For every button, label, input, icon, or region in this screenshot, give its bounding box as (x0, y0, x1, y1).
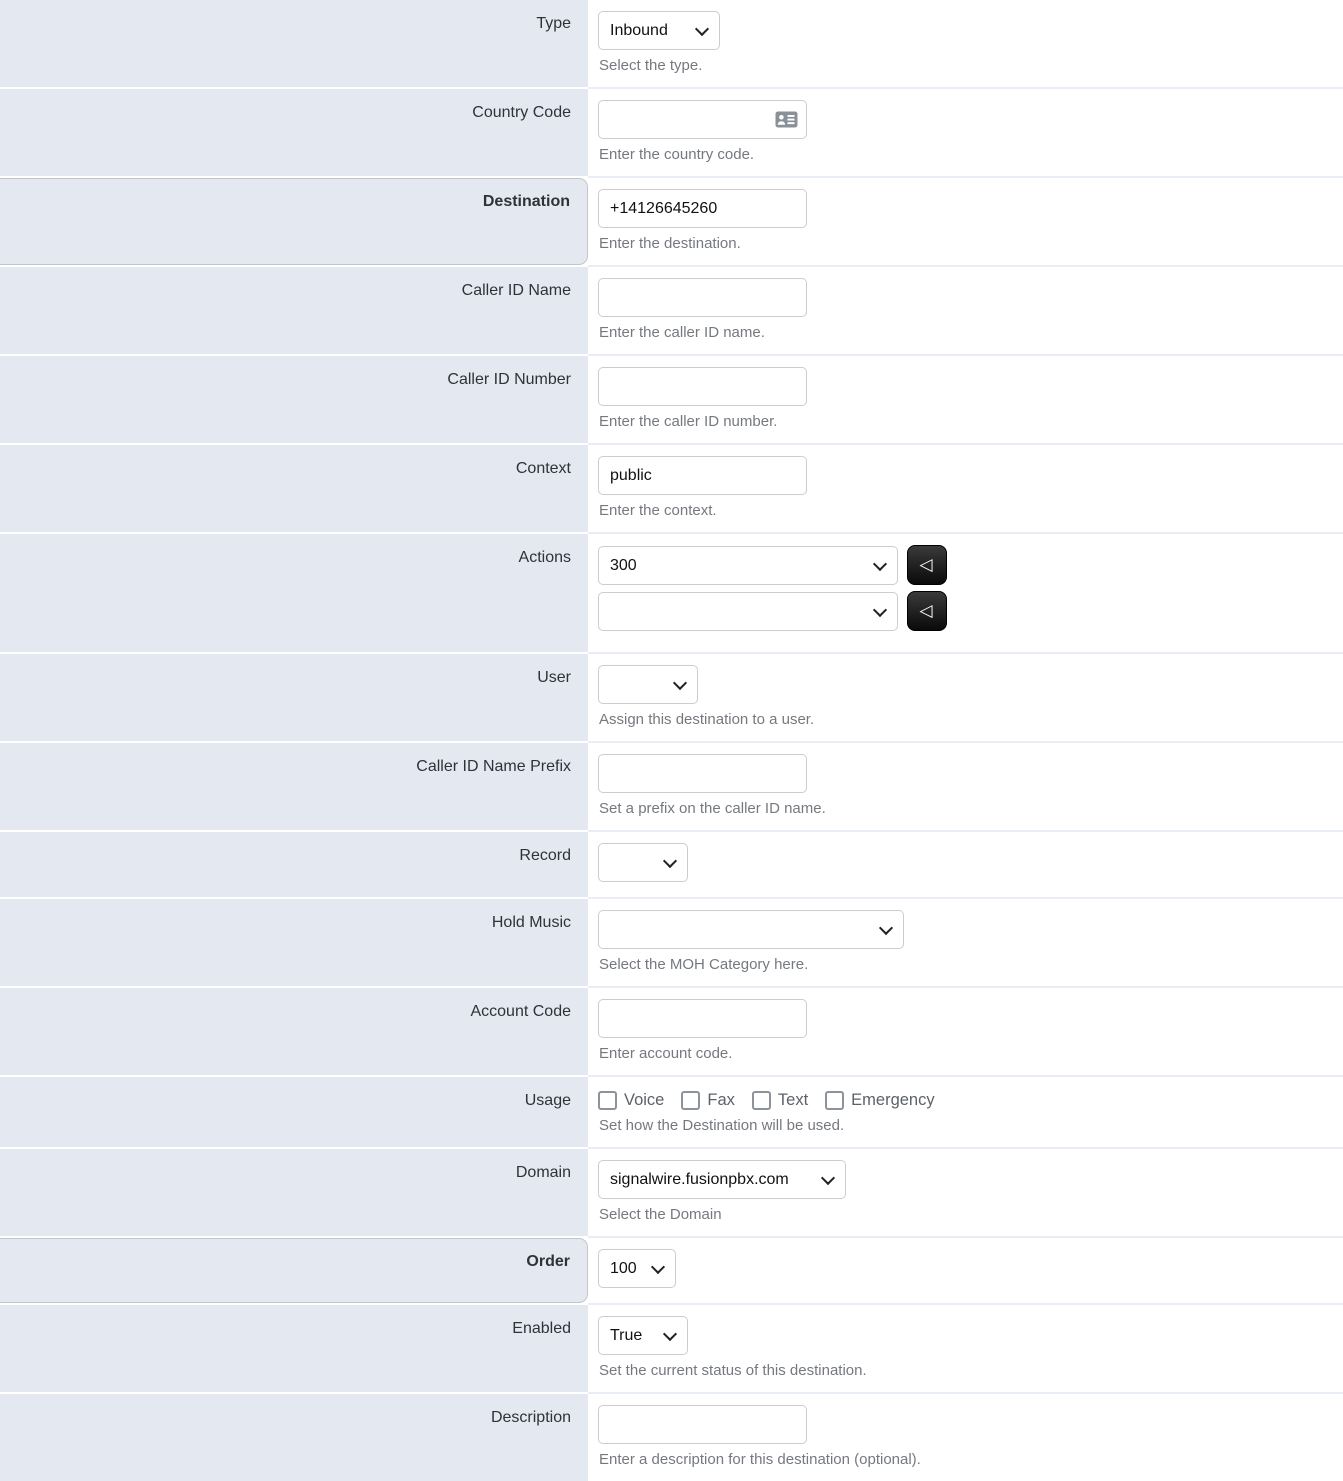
action-select-1[interactable] (598, 546, 898, 585)
caller-id-number-input[interactable] (598, 367, 807, 406)
enabled-help: Set the current status of this destination. (599, 1362, 867, 1379)
caller-id-name-label: Caller ID Name (0, 267, 588, 356)
row-user (0, 654, 1343, 743)
row-hold-music (0, 899, 1343, 988)
type-select[interactable] (598, 11, 720, 50)
usage-voice-checkbox[interactable]: Voice (598, 1091, 664, 1110)
record-label: Record (0, 832, 588, 899)
caller-id-name-help: Enter the caller ID name. (599, 324, 765, 341)
action-select-2[interactable] (598, 592, 898, 631)
enabled-select[interactable] (598, 1316, 688, 1355)
hold-music-label: Hold Music (0, 899, 588, 988)
checkbox-icon (681, 1091, 700, 1110)
context-help: Enter the context. (599, 502, 717, 519)
row-order (0, 1238, 1343, 1305)
row-usage (0, 1077, 1343, 1149)
destination-input[interactable] (598, 189, 807, 228)
row-caller-id-name-prefix (0, 743, 1343, 832)
row-domain (0, 1149, 1343, 1238)
domain-select[interactable] (598, 1160, 846, 1199)
description-help: Enter a description for this destination (optional). (599, 1451, 921, 1468)
context-input[interactable] (598, 456, 807, 495)
user-help: Assign this destination to a user. (599, 711, 815, 728)
domain-label: Domain (0, 1149, 588, 1238)
row-description (0, 1394, 1343, 1481)
action-transfer-button-2[interactable] (907, 591, 947, 631)
type-select-wrap (598, 11, 720, 50)
context-label: Context (0, 445, 588, 534)
triangle-left-icon: ◁ (919, 600, 933, 620)
account-code-help: Enter account code. (599, 1045, 733, 1062)
row-actions (0, 534, 1343, 654)
type-help: Select the type. (599, 57, 703, 74)
record-select[interactable] (598, 843, 688, 882)
description-input[interactable] (598, 1405, 807, 1444)
type-label: Type (0, 0, 588, 89)
row-account-code (0, 988, 1343, 1077)
caller-id-name-input[interactable] (598, 278, 807, 317)
destination-label: Destination (0, 178, 588, 265)
usage-emergency-checkbox[interactable]: Emergency (825, 1091, 934, 1110)
row-type (0, 0, 1343, 89)
row-country-code (0, 89, 1343, 178)
caller-id-number-help: Enter the caller ID number. (599, 413, 778, 430)
row-context (0, 445, 1343, 534)
country-code-label: Country Code (0, 89, 588, 178)
description-label: Description (0, 1394, 588, 1481)
order-label: Order (0, 1238, 588, 1303)
row-caller-id-name (0, 267, 1343, 356)
account-code-input[interactable] (598, 999, 807, 1038)
order-select[interactable] (598, 1249, 676, 1288)
checkbox-icon (598, 1091, 617, 1110)
usage-help: Set how the Destination will be used. (599, 1117, 845, 1134)
hold-music-select[interactable] (598, 910, 904, 949)
caller-id-name-prefix-help: Set a prefix on the caller ID name. (599, 800, 826, 817)
caller-id-name-prefix-label: Caller ID Name Prefix (0, 743, 588, 832)
row-caller-id-number (0, 356, 1343, 445)
country-code-input[interactable] (598, 100, 807, 139)
caller-id-number-label: Caller ID Number (0, 356, 588, 445)
triangle-left-icon: ◁ (919, 554, 933, 574)
account-code-label: Account Code (0, 988, 588, 1077)
actions-label: Actions (0, 534, 588, 654)
row-record (0, 832, 1343, 899)
usage-fax-checkbox[interactable]: Fax (681, 1091, 735, 1110)
row-enabled (0, 1305, 1343, 1394)
action-transfer-button-1[interactable] (907, 545, 947, 585)
user-select[interactable] (598, 665, 698, 704)
checkbox-icon (752, 1091, 771, 1110)
hold-music-help: Select the MOH Category here. (599, 956, 809, 973)
row-destination (0, 178, 1343, 267)
user-label: User (0, 654, 588, 743)
usage-label: Usage (0, 1077, 588, 1149)
checkbox-icon (825, 1091, 844, 1110)
caller-id-name-prefix-input[interactable] (598, 754, 807, 793)
country-code-help: Enter the country code. (599, 146, 755, 163)
domain-help: Select the Domain (599, 1206, 722, 1223)
destination-help: Enter the destination. (599, 235, 741, 252)
enabled-label: Enabled (0, 1305, 588, 1394)
usage-text-checkbox[interactable]: Text (752, 1091, 808, 1110)
